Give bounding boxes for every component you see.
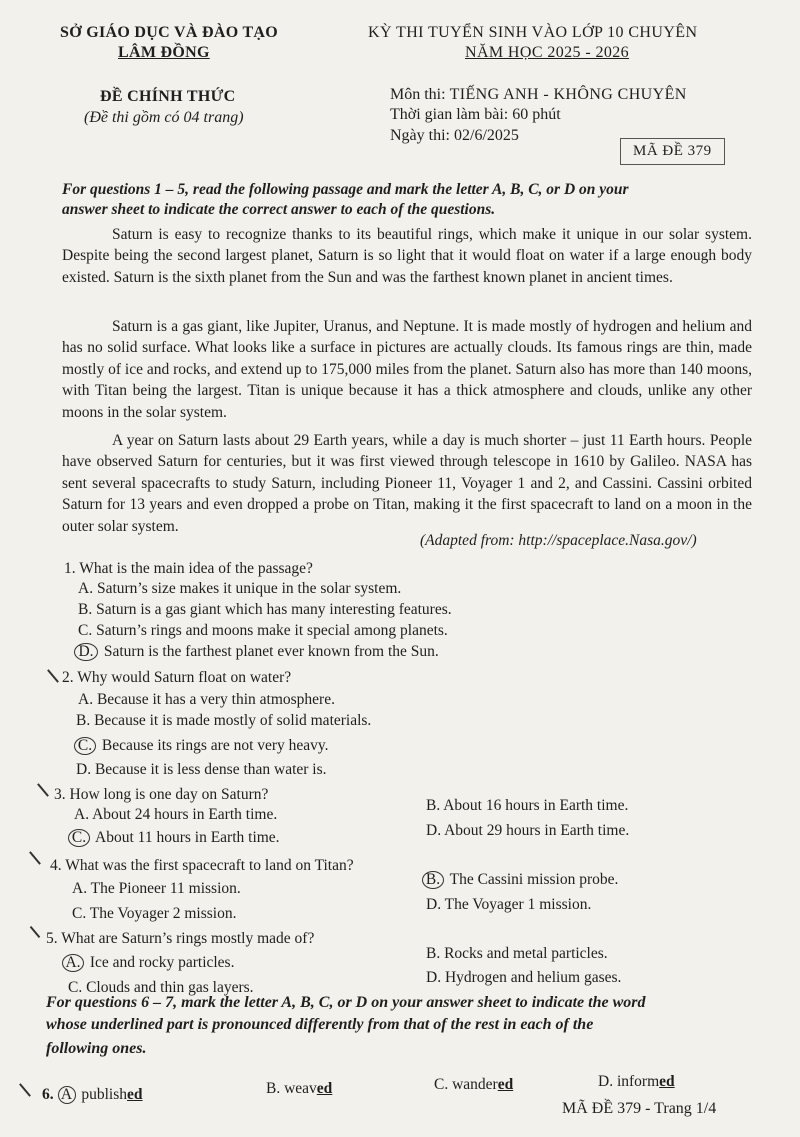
q3-option-b: B. About 16 hours in Earth time. bbox=[426, 797, 629, 814]
q1-option-b: B. Saturn is a gas giant which has many interesting features. bbox=[78, 601, 452, 618]
circled-answer-mark: D. bbox=[74, 643, 98, 661]
circled-answer-mark: A. bbox=[62, 954, 84, 972]
q2-option-c: C. Because its rings are not very heavy. bbox=[74, 737, 329, 755]
section1-instruction-line2: answer sheet to indicate the correct answer to each of the questions. bbox=[62, 201, 496, 218]
q6-number: 6. bbox=[42, 1086, 54, 1103]
circled-answer-mark: B. bbox=[422, 871, 444, 889]
q1-option-a: A. Saturn’s size makes it unique in the solar system. bbox=[78, 580, 402, 597]
q3-option-c: C. About 11 hours in Earth time. bbox=[68, 829, 280, 847]
passage-paragraph-3: A year on Saturn lasts about 29 Earth years, while a day is much shorter – just 11 Earth hours. People have observed Saturn for centuries, but it was first viewed through telescope in 1610 by Galileo. NASA has sent several spacecrafts to study Saturn, including Pioneer 11, Voyager 1 and 2, and Cassini. Cassini orbited Saturn for 13 years and even dropped a probe on Titan, making it the first spacecraft to land on a moon in the outer solar system. bbox=[62, 432, 752, 535]
q6-option-d: D. informed bbox=[598, 1073, 675, 1090]
exam-duration: Thời gian làm bài: 60 phút bbox=[390, 106, 561, 123]
q5-option-a: A. Ice and rocky particles. bbox=[62, 954, 234, 972]
exam-code-box: MÃ ĐỀ 379 bbox=[620, 138, 725, 165]
passage-source: (Adapted from: http://spaceplace.Nasa.gov/) bbox=[420, 532, 697, 549]
department-name: SỞ GIÁO DỤC VÀ ĐÀO TẠO bbox=[60, 24, 279, 41]
q5-option-c: C. Clouds and thin gas layers. bbox=[68, 979, 254, 996]
section2-instruction-line1: For questions 6 – 7, mark the letter A, B, C, or D on your answer sheet to indicate the word bbox=[46, 994, 646, 1011]
circled-answer-mark: C. bbox=[74, 737, 96, 755]
pages-note: (Đề thi gồm có 04 trang) bbox=[84, 109, 244, 126]
question-1: 1. What is the main idea of the passage? bbox=[64, 560, 313, 577]
question-2: 2. Why would Saturn float on water? bbox=[62, 669, 292, 686]
circled-answer-mark: A bbox=[58, 1086, 76, 1104]
question-3: 3. How long is one day on Saturn? bbox=[54, 786, 269, 803]
school-year: NĂM HỌC 2025 - 2026 bbox=[465, 44, 630, 61]
question-4: 4. What was the first spacecraft to land on Titan? bbox=[50, 857, 354, 874]
check-mark bbox=[19, 1083, 31, 1097]
q5-option-d: D. Hydrogen and helium gases. bbox=[426, 969, 622, 986]
q4-option-c: C. The Voyager 2 mission. bbox=[72, 905, 237, 922]
circled-answer-mark: C. bbox=[68, 829, 90, 847]
page-footer: MÃ ĐỀ 379 - Trang 1/4 bbox=[562, 1100, 717, 1117]
subject-line bbox=[390, 86, 687, 104]
official-label: ĐỀ CHÍNH THỨC bbox=[100, 88, 236, 105]
q1-option-c: C. Saturn’s rings and moons make it special among planets. bbox=[78, 622, 448, 639]
q3-option-d: D. About 29 hours in Earth time. bbox=[426, 822, 630, 839]
q6-option-a: 6. A published bbox=[42, 1086, 143, 1103]
check-mark bbox=[47, 669, 59, 683]
question-5: 5. What are Saturn’s rings mostly made of? bbox=[46, 930, 315, 947]
q4-option-d: D. The Voyager 1 mission. bbox=[426, 896, 592, 913]
passage-paragraph-1: Saturn is easy to recognize thanks to its beautiful rings, which make it unique in our solar system. Despite being the second largest planet, Saturn is so light that it would float on water if a large enough body existed. Saturn is the sixth planet from the Sun and was the farthest known planet in ancient times. bbox=[62, 226, 752, 286]
section1-instruction-line1: For questions 1 – 5, read the following passage and mark the letter A, B, C, or D on your bbox=[62, 181, 629, 198]
province-name: LÂM ĐỒNG bbox=[118, 44, 210, 61]
section2-instruction-line2: whose underlined part is pronounced differently from that of the rest in each of the bbox=[46, 1016, 594, 1033]
check-mark bbox=[37, 783, 49, 797]
q4-option-b: B. The Cassini mission probe. bbox=[422, 871, 618, 889]
subject-label: Môn thi: bbox=[390, 86, 450, 103]
q5-option-b: B. Rocks and metal particles. bbox=[426, 945, 608, 962]
q3-option-a: A. About 24 hours in Earth time. bbox=[74, 806, 278, 823]
section2-instruction-line3: following ones. bbox=[46, 1040, 147, 1057]
q2-option-d: D. Because it is less dense than water is. bbox=[76, 761, 327, 778]
passage-paragraph-2: Saturn is a gas giant, like Jupiter, Uranus, and Neptune. It is made mostly of hydrogen and helium and has no solid surface. What looks like a surface in pictures are actually clouds. Its famous rings are thin, made mostly of ice and rocks, and extend up to 175,000 miles from the planet. Saturn also has more than 140 moons, with Titan being the largest. Titan is unique because it has a thick atmosphere and clouds, unlike any other moons in the solar system. bbox=[62, 318, 752, 421]
exam-date: Ngày thi: 02/6/2025 bbox=[390, 127, 519, 144]
q6-option-b: B. weaved bbox=[266, 1080, 333, 1097]
check-mark bbox=[30, 926, 41, 938]
q4-option-a: A. The Pioneer 11 mission. bbox=[72, 880, 241, 897]
subject-name: TIẾNG ANH - KHÔNG CHUYÊN bbox=[449, 86, 687, 103]
q2-option-a: A. Because it has a very thin atmosphere. bbox=[78, 691, 335, 708]
check-mark bbox=[29, 851, 41, 865]
exam-title: KỲ THI TUYỂN SINH VÀO LỚP 10 CHUYÊN bbox=[368, 24, 698, 41]
q6-option-c: C. wandered bbox=[434, 1076, 514, 1093]
q2-option-b: B. Because it is made mostly of solid materials. bbox=[76, 712, 372, 729]
q1-option-d: D. Saturn is the farthest planet ever known from the Sun. bbox=[74, 643, 439, 661]
